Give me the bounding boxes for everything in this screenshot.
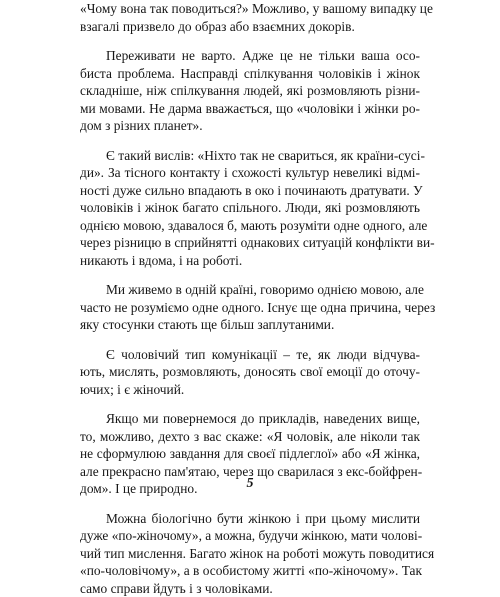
text-line: «по-чоловічому», а в особистому житті «по-жіночому». Так	[80, 562, 420, 580]
paragraph	[80, 147, 420, 270]
text-line: Є чоловічий тип комунікації – те, як люди відчува-	[80, 346, 420, 364]
text-line: але прекрасно пам'ятаю, через що сварилася з екс-бойфрен-	[80, 463, 420, 481]
text-line: чий тип мислення. Багато жінок на роботі можуть поводитися	[80, 545, 420, 563]
text-line: Можна біологічно бути жінкою і при цьому мислити	[80, 510, 420, 528]
text-line: «Чому вона так поводиться?» Можливо, у вашому випадку це	[80, 0, 420, 18]
text-line: не сформулюю завдання для своєї підлеглої» або «Я жінка,	[80, 445, 420, 463]
text-line: ючих; і є жіночий.	[80, 381, 420, 399]
text-line: чоловіків і жінок багато спільного. Люди, які розмовляють	[80, 199, 420, 217]
text-line: дом». І це природно.	[80, 480, 420, 498]
text-line: никають і вдома, і на роботі.	[80, 252, 420, 270]
text-line: ють, мислять, розмовляють, доносять свої емоції до оточу-	[80, 363, 420, 381]
text-line: дуже «по-жіночому», а можна, будучи жінкою, мати чолові-	[80, 527, 420, 545]
text-line: то, можливо, дехто з вас скаже: «Я чоловік, але ніколи так	[80, 428, 420, 446]
text-line: взагалі призвело до образ або взаємних докорів.	[80, 18, 420, 36]
text-line: ності дуже сильно впадають в око і починають дратувати. У	[80, 182, 420, 200]
text-line: яку стосунки стають ще більш заплутаними.	[80, 316, 420, 334]
text-line: ми мовами. Не дарма вважається, що «чоловіки і жінки ро-	[80, 100, 420, 118]
paragraph	[80, 0, 420, 35]
text-line: Є такий вислів: «Ніхто так не свариться, як країни-сусі-	[80, 147, 420, 165]
text-line: Переживати не варто. Адже це не тільки ваша осо-	[80, 47, 420, 65]
text-line: Якщо ми повернемося до прикладів, наведених вище,	[80, 410, 420, 428]
text-line: само справи йдуть і з чоловіками.	[80, 580, 420, 597]
page-number: 5	[0, 476, 500, 492]
text-line: Ми живемо в одній країні, говоримо однією мовою, але	[80, 281, 420, 299]
paragraph	[80, 47, 420, 135]
text-line: дом з різних планет».	[80, 117, 420, 135]
text-line: часто не розуміємо одне одного. Існує ще одна причина, через	[80, 299, 420, 317]
text-line: биста проблема. Насправді спілкування чоловіків і жінок	[80, 65, 420, 83]
text-line: ди». За тісного контакту і схожості культур невеликі відмі-	[80, 164, 420, 182]
paragraph	[80, 281, 420, 334]
text-line: однією мовою, здавалося б, мають розуміти одне одного, але	[80, 217, 420, 235]
paragraph	[80, 510, 420, 597]
text-line: складніше, ніж спілкування людей, які розмовляють різни-	[80, 82, 420, 100]
body-text	[80, 0, 420, 597]
text-line: через різницю в сприйнятті однакових ситуацій конфлікти ви-	[80, 234, 420, 252]
paragraph	[80, 346, 420, 399]
